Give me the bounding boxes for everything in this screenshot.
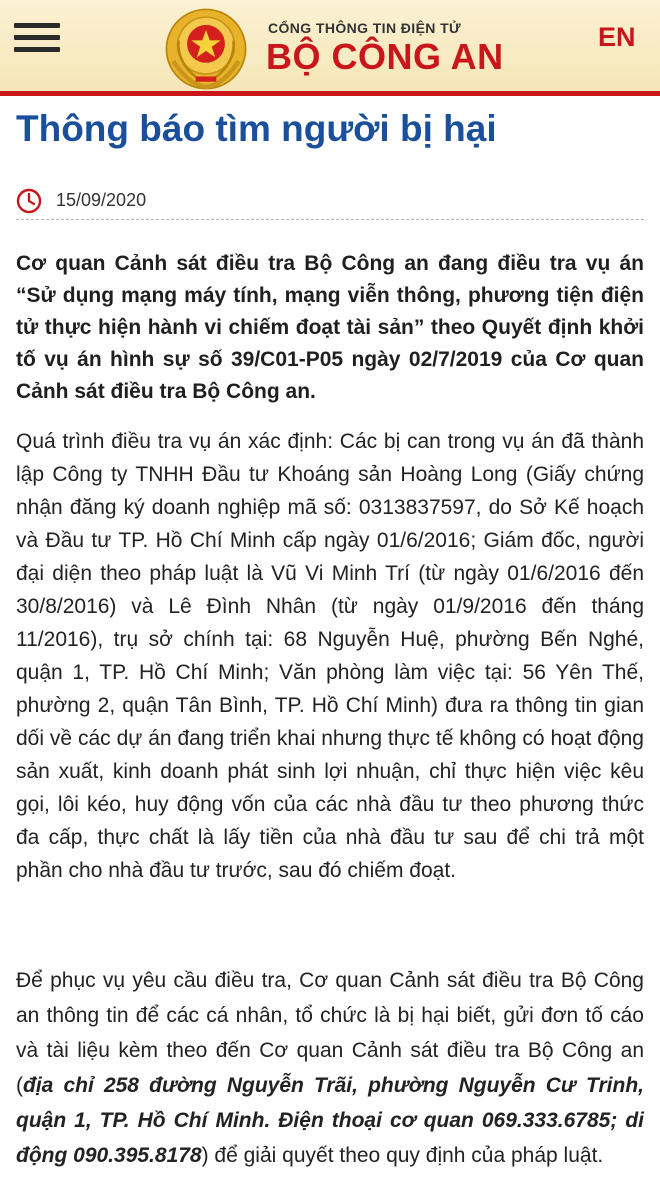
clock-icon — [16, 188, 42, 214]
divider — [16, 219, 644, 220]
paragraph-2-outro: ) để giải quyết theo quy định của pháp luật. — [201, 1144, 604, 1167]
article-date: 15/09/2020 — [56, 190, 147, 210]
site-header — [0, 0, 660, 96]
site-name[interactable]: BỘ CÔNG AN — [266, 36, 504, 77]
article-title: Thông báo tìm người bị hại — [16, 108, 497, 149]
article-lead: Cơ quan Cảnh sát điều tra Bộ Công an đang điều tra vụ án “Sử dụng mạng máy tính, mạng viễn thông, phương tiện điện tử thực hiện hành vi chiếm đoạt tài sản” theo Quyết định khởi tố vụ án hình sự số 39/C01-P05 ngày 02/7/2019 của Cơ quan Cảnh sát điều tra Bộ Công an. — [16, 252, 644, 403]
hamburger-menu-icon[interactable] — [14, 23, 60, 55]
article-paragraph-2 — [16, 963, 644, 1173]
portal-label: CỔNG THÔNG TIN ĐIỆN TỬ — [268, 20, 462, 36]
police-emblem-icon[interactable] — [163, 6, 249, 92]
paragraph-2-intro: Để phục vụ yêu cầu điều tra, Cơ quan Cảnh sát điều tra Bộ Công an thông tin để các cá nhân, tổ chức là bị hại biết, gửi đơn tố cáo và tài liệu kèm theo đến Cơ quan Cảnh sát điều tra Bộ Công an ( — [16, 969, 644, 1097]
article-paragraph-1: Quá trình điều tra vụ án xác định: Các bị can trong vụ án đã thành lập Công ty TNHH Đầu tư Khoáng sản Hoàng Long (Giấy chứng nhận đăng ký doanh nghiệp mã số: 0313837597, do Sở Kế hoạch và Đầu tư TP. Hồ Chí Minh cấp ngày 01/6/2016; Giám đốc, người đại diện theo pháp luật là Vũ Vi Minh Trí (từ ngày 01/6/2016 đến 30/8/2016) và Lê Đình Nhân (từ ngày 01/9/2016 đến tháng 11/2016), trụ sở chính tại: 68 Nguyễn Huệ, phường Bến Nghé, quận 1, TP. Hồ Chí Minh; Văn phòng làm việc tại: 56 Yên Thế, phường 2, quận Tân Bình, TP. Hồ Chí Minh) đưa ra thông tin gian dối về các dự án đang triển khai nhưng thực tế không có hoạt động sản xuất, kinh doanh phát sinh lợi nhuận, chỉ thực hiện việc kêu gọi, lôi kéo, huy động vốn của các nhà đầu tư theo phương thức đa cấp, thực chất là lấy tiền của nhà đầu tư sau để chi trả một phần cho nhà đầu tư trước, sau đó chiếm đoạt. — [16, 430, 644, 882]
language-switch-link[interactable]: EN — [598, 22, 636, 52]
contact-details: địa chỉ 258 đường Nguyễn Trãi, phường Nguyễn Cư Trinh, quận 1, TP. Hồ Chí Minh. Điện thoại cơ quan 069.333.6785; di động 090.395.8178 — [16, 1074, 644, 1167]
